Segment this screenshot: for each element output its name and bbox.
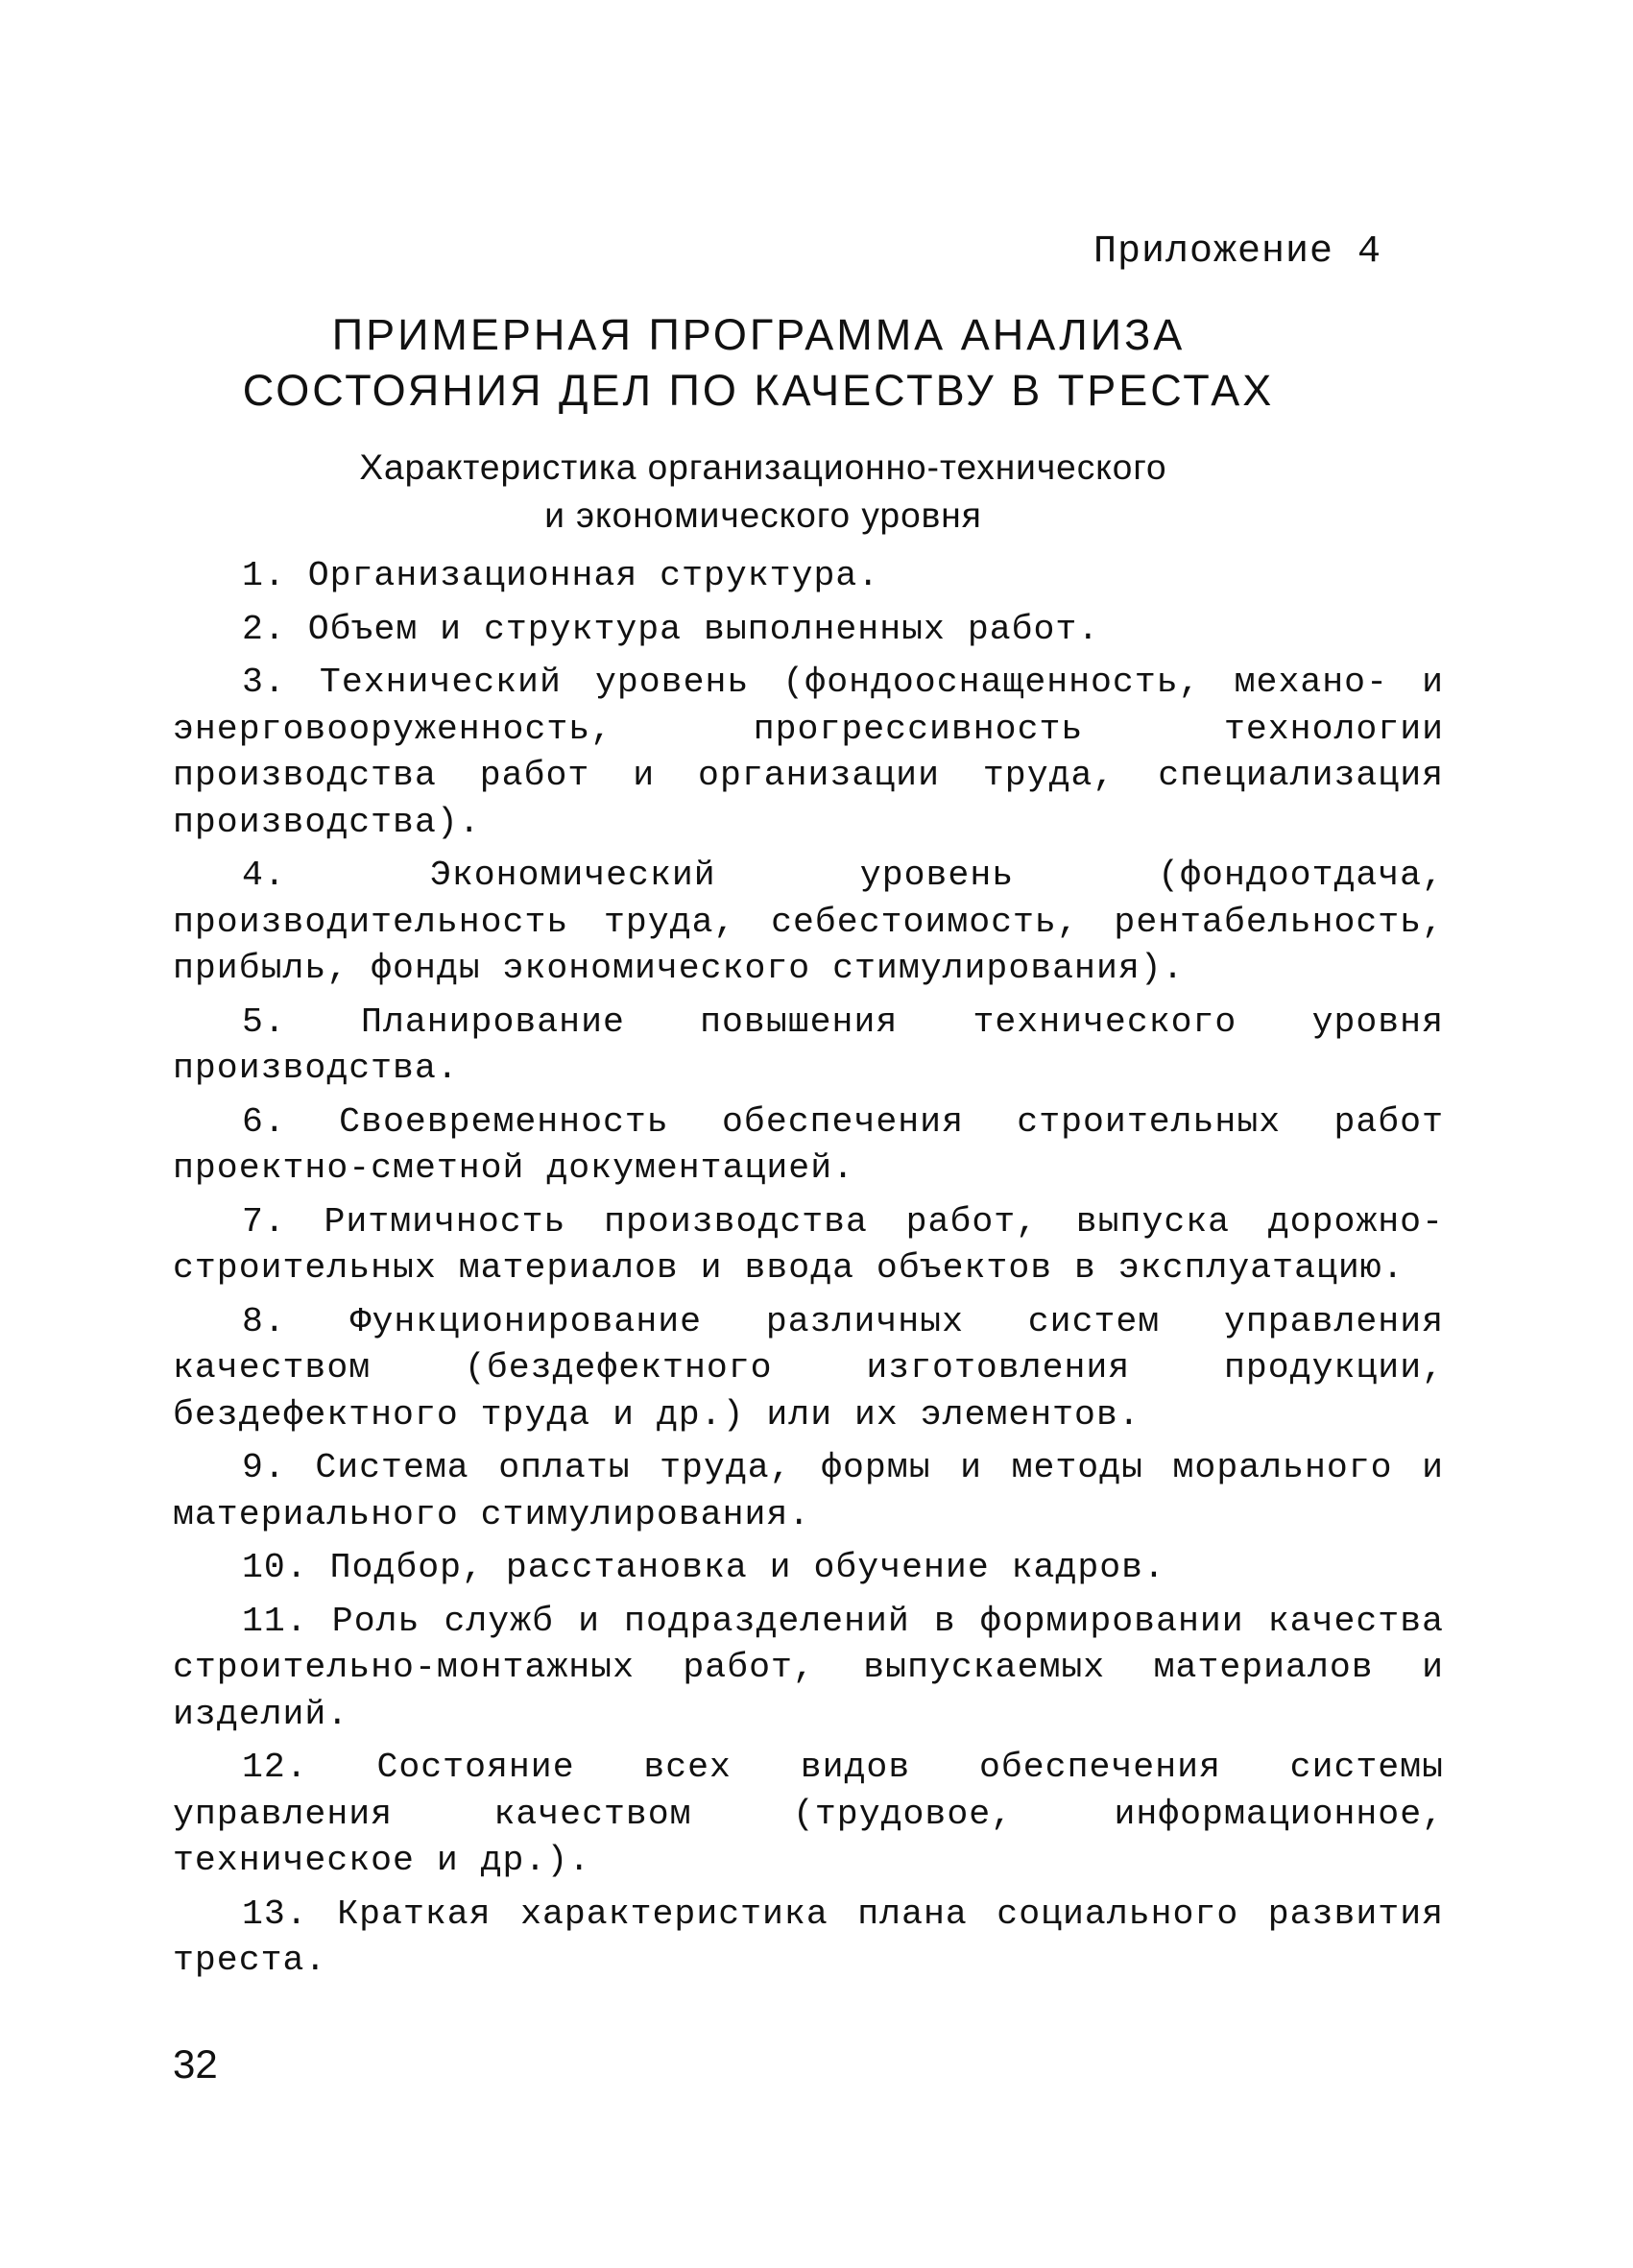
list-item: 3. Технический уровень (фондооснащенность, механо- и энерговооруженность, прогрессивность технологии производства работ и организации труда, специализация производства). [173, 663, 1444, 842]
list-item: 10. Подбор, расстановка и обучение кадров. [242, 1548, 1165, 1587]
title-line: ПРИМЕРНАЯ ПРОГРАММА АНАЛИЗА [331, 310, 1186, 359]
list-item: 13. Краткая характеристика плана социального развития треста. [173, 1894, 1444, 1980]
list-item: 6. Своевременность обеспечения строительных работ проектно-сметной документацией. [173, 1101, 1444, 1188]
list-item: 1. Организационная структура. [242, 556, 880, 595]
section-subtitle [230, 444, 1296, 540]
document-title [182, 307, 1334, 419]
list-item: 9. Система оплаты труда, формы и методы морального и материального стимулирования. [173, 1448, 1444, 1534]
appendix-label: Приложение 4 [1093, 230, 1381, 274]
list-item: 12. Состояние всех видов обеспечения системы управления качеством (трудовое, информационное, техническое и др.). [173, 1748, 1444, 1880]
list-item: 11. Роль служб и подразделений в формировании качества строительно-монтажных работ, выпускаемых материалов и изделий. [173, 1601, 1444, 1734]
list-item: 8. Функционирование различных систем управления качеством (бездефектного изготовления продукции, бездефектного труда и др.) или их элементов. [173, 1301, 1444, 1435]
subtitle-line: и экономического уровня [544, 495, 982, 535]
list-item: 5. Планирование повышения технического уровня производства. [173, 1001, 1444, 1088]
program-items-list [173, 553, 1444, 1991]
list-item: 4. Экономический уровень (фондоотдача, производительность труда, себестоимость, рентабельность, прибыль, фонды экономического стимулирования). [173, 856, 1444, 988]
list-item: 2. Объем и структура выполненных работ. [242, 609, 1100, 649]
subtitle-line: Характеристика организационно-технического [359, 447, 1167, 487]
page-number: 32 [173, 2041, 218, 2087]
title-line: СОСТОЯНИЯ ДЕЛ ПО КАЧЕСТВУ В ТРЕСТАХ [242, 366, 1275, 415]
list-item: 7. Ритмичность производства работ, выпуска дорожно-строительных материалов и ввода объектов в эксплуатацию. [173, 1201, 1444, 1288]
